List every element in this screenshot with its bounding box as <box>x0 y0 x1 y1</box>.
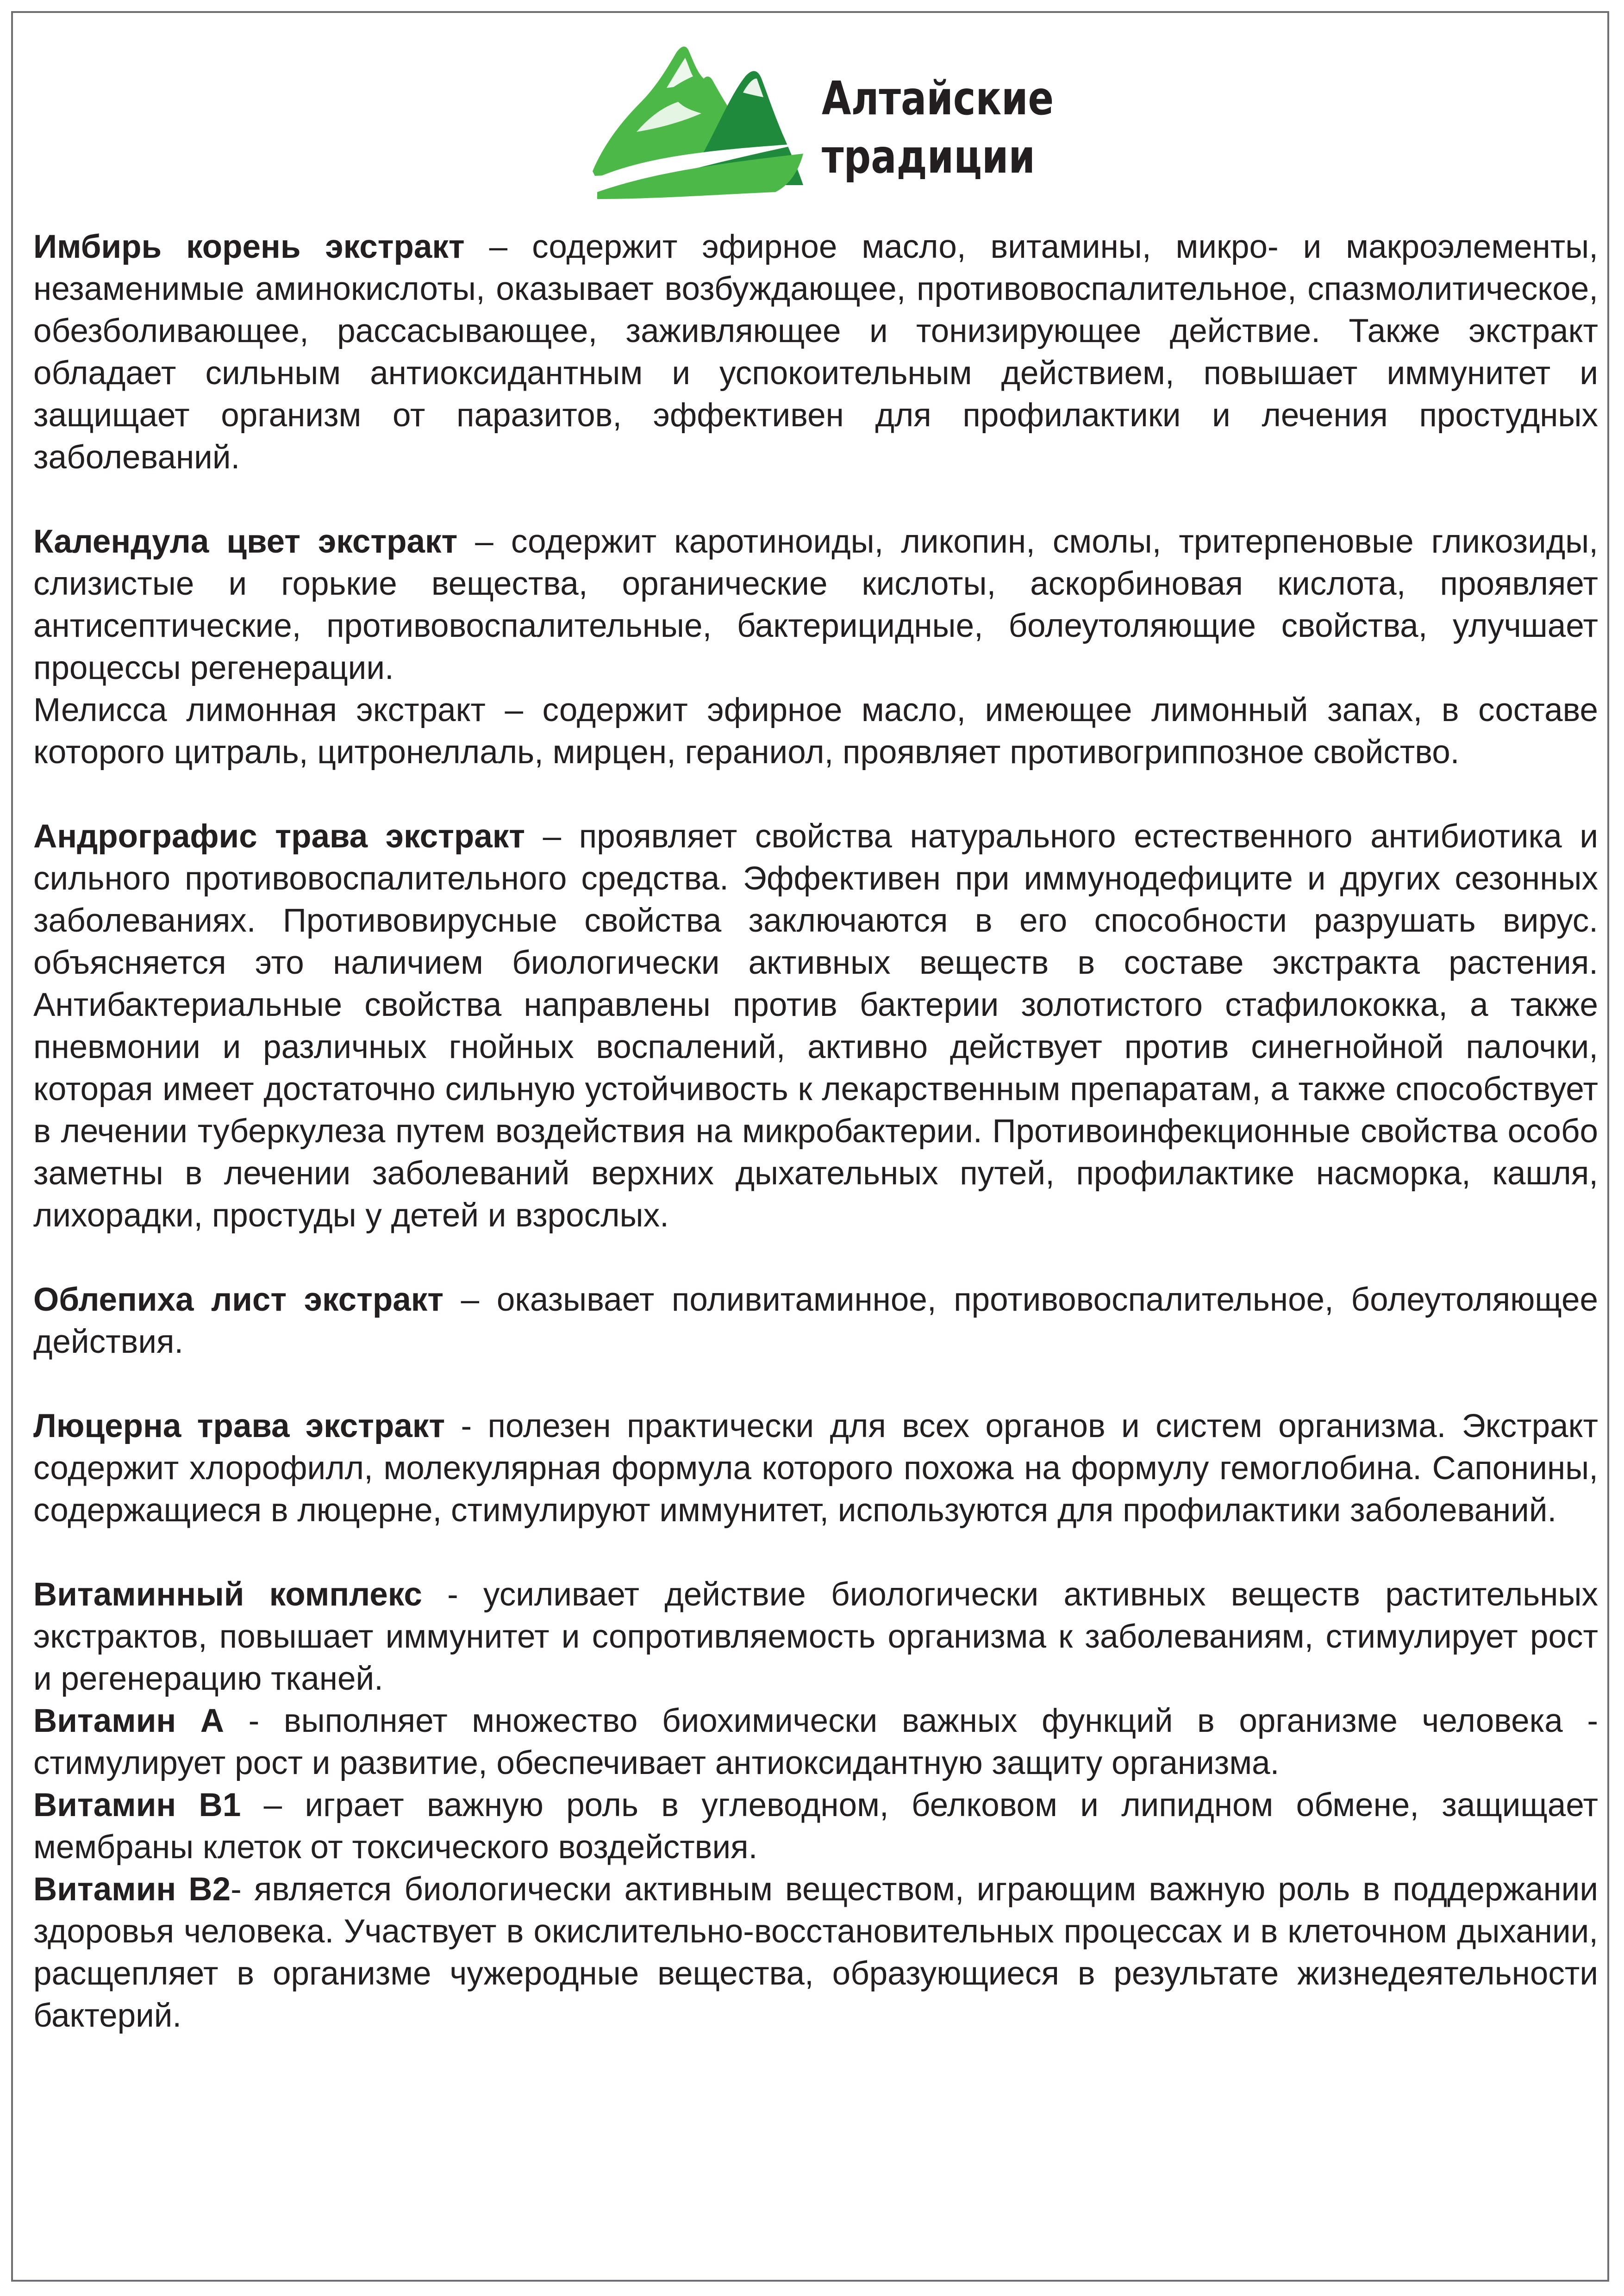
term-calendula: Календула цвет экстракт <box>33 523 458 560</box>
desc-vitamin-b2: - является биологически активным веществом, играющим важную роль в поддержании здоровья человека. Участвует в окислительно-восстановительных процессах и в клеточном дыхании, расщепляет в организме чужеродные вещества, образующиеся в результате жизнедеятельности бактерий. <box>33 1871 1598 2034</box>
term-alfalfa: Люцерна трава экстракт <box>33 1408 445 1444</box>
desc-alfalfa: - полезен практически для всех органов и систем организма. Экстракт содержит хлорофилл, молекулярная формула которого похожа на формулу гемоглобина. Сапонины, содержащиеся в люцерне, стимулируют иммунитет, используются для профилактики заболеваний. <box>33 1408 1598 1529</box>
paragraph-vitamin-b2 <box>33 1868 1598 2037</box>
term-vitamin-complex: Витаминный комплекс <box>33 1576 422 1613</box>
term-sea-buckthorn: Облепиха лист экстракт <box>33 1282 444 1318</box>
desc-calendula: – содержит каротиноиды, ликопин, смолы, тритерпеновые гликозиды, слизистые и горькие вещества, органические кислоты, аскорбиновая кислота, проявляет антисептические, противовоспалительные, бактерицидные, болеутоляющие свойства, улучшает процессы регенерации. <box>33 523 1598 686</box>
paragraph-sea-buckthorn <box>33 1279 1598 1363</box>
paragraph-andrographis <box>33 815 1598 1237</box>
paragraph-melissa <box>33 689 1598 773</box>
term-andrographis: Андрографис трава экстракт <box>33 818 525 855</box>
paragraph-calendula <box>33 521 1598 689</box>
paragraph-alfalfa <box>33 1405 1598 1531</box>
ingredients-text <box>33 226 1598 2037</box>
paragraph-vitamin-complex <box>33 1574 1598 1700</box>
term-vitamin-a: Витамин А <box>33 1703 225 1739</box>
desc-vitamin-complex: - усиливает действие биологически активных веществ растительных экстрактов, повышает иммунитет и сопротивляемость организма к заболеваниям, стимулирует рост и регенерацию тканей. <box>33 1576 1598 1697</box>
brand-line-1: Алтайские <box>822 71 1054 125</box>
desc-andrographis: – проявляет свойства натурального естественного антибиотика и сильного противовоспалительного средства. Эффективен при иммунодефиците и других сезонных заболеваниях. Противовирусные свойства заключаются в его способности разрушать вирус. объясняется это наличием биологически активных веществ в составе экстракта растения. Антибактериальные свойства направлены против бактерии золотистого стафилококка, а также пневмонии и различных гнойных воспалений, активно действует против синегнойной палочки, которая имеет достаточно сильную устойчивость к лекарственным препаратам, а также способствует в лечении туберкулеза путем воздействия на микробактерии. Противоинфекционные свойства особо заметны в лечении заболеваний верхних дыхательных путей, профилактике насморка, кашля, лихорадки, простуды у детей и взрослых. <box>33 818 1598 1234</box>
desc-ginger: – содержит эфирное масло, витамины, микро- и макроэлементы, незаменимые аминокислоты, оказывает возбуждающее, противовоспалительное, спазмолитическое, обезболивающее, рассасывающее, заживляющее и тонизирующее действие. Также экстракт обладает сильным антиоксидантным и успокоительным действием, повышает иммунитет и защищает организм от паразитов, эффективен для профилактики и лечения простудных заболеваний. <box>33 229 1598 476</box>
paragraph-ginger <box>33 226 1598 479</box>
header <box>0 32 1624 218</box>
term-ginger: Имбирь корень экстракт <box>33 229 465 265</box>
brand-line-2: традиции <box>822 130 1035 184</box>
desc-vitamin-b1: – играет важную роль в углеводном, белковом и липидном обмене, защищает мембраны клеток от токсического воздействия. <box>33 1787 1598 1866</box>
desc-sea-buckthorn: – оказывает поливитаминное, противовоспалительное, болеутоляющее действия. <box>33 1282 1599 1360</box>
term-vitamin-b2: Витамин В2 <box>33 1871 231 1908</box>
desc-vitamin-a: - выполняет множество биохимически важных функций в организме человека - стимулирует рост и развитие, обеспечивает антиоксидантную защиту организма. <box>33 1703 1598 1781</box>
desc-melissa: Мелисса лимонная экстракт – содержит эфирное масло, имеющее лимонный запах, в составе которого цитраль, цитронеллаль, мирцен, гераниол, проявляет противогриппозное свойство. <box>33 692 1598 771</box>
paragraph-vitamin-b1 <box>33 1784 1598 1868</box>
mountain-logo-icon <box>586 32 808 208</box>
paragraph-vitamin-a <box>33 1700 1598 1784</box>
brand-name <box>822 69 1054 186</box>
term-vitamin-b1: Витамин В1 <box>33 1787 241 1823</box>
